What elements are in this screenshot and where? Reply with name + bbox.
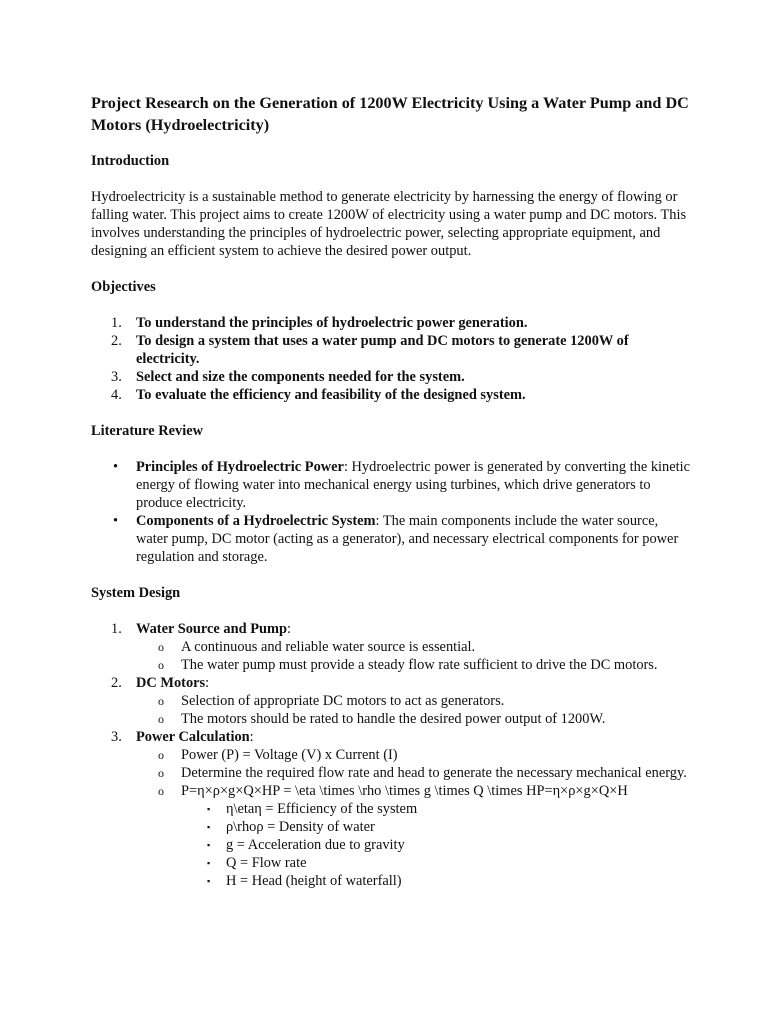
design-sublist — [136, 746, 691, 890]
list-number: 1. — [111, 315, 122, 331]
design-item — [91, 674, 691, 728]
objective-item — [91, 386, 691, 404]
formula-term-text: η\etaη = Efficiency of the system — [226, 801, 418, 817]
design-term: Water Source and Pump — [136, 621, 287, 637]
circle-marker: o — [158, 748, 164, 762]
design-subitem-text: The water pump must provide a steady flow rate sufficient to drive the DC motors. — [181, 657, 658, 673]
circle-marker: o — [158, 784, 164, 798]
design-suffix: : — [205, 675, 210, 691]
formula-term — [181, 818, 691, 836]
system-design-list — [91, 620, 691, 890]
design-subitem — [136, 656, 691, 674]
objective-item — [91, 368, 691, 386]
circle-marker: o — [158, 766, 164, 780]
literature-term: Components of a Hydroelectric System — [136, 513, 376, 529]
circle-marker: o — [158, 658, 164, 672]
design-subitem — [136, 692, 691, 710]
formula-term — [181, 800, 691, 818]
square-marker: ▪ — [207, 876, 211, 886]
list-number: 2. — [111, 333, 122, 349]
objectives-heading: Objectives — [91, 279, 156, 295]
literature-text: : Hydroelectric power is generated by converting the kinetic energy of flowing water into mechanical energy using turbines, which drive generators to produce electricity. — [136, 459, 690, 511]
design-subitem — [136, 710, 691, 728]
square-marker: ▪ — [207, 840, 211, 850]
document-title: Project Research on the Generation of 1200W Electricity Using a Water Pump and DC Motors (Hydroelectricity) — [91, 94, 689, 134]
design-subitem-text: A continuous and reliable water source is essential. — [181, 639, 476, 655]
literature-item — [91, 512, 691, 566]
formula-term-text: Q = Flow rate — [226, 855, 307, 871]
objective-item — [91, 314, 691, 332]
design-subitem-text: Determine the required flow rate and head to generate the necessary mechanical energy. — [181, 765, 687, 781]
formula-term — [181, 854, 691, 872]
formula-text: P=η×ρ×g×Q×HP = \eta \times \rho \times g \times Q \times HP=η×ρ×g×Q×H — [181, 783, 628, 799]
bullet-marker: • — [113, 459, 119, 475]
formula-term-text: H = Head (height of waterfall) — [226, 873, 402, 889]
objective-item — [91, 332, 691, 368]
objectives-list — [91, 314, 691, 404]
literature-term: Principles of Hydroelectric Power — [136, 459, 344, 475]
literature-review-heading: Literature Review — [91, 423, 204, 439]
formula-terms-list — [181, 800, 691, 890]
literature-text: : The main components include the water source, water pump, DC motor (acting as a generator), and necessary electrical components for power regulation and storage. — [136, 513, 679, 565]
design-sublist — [136, 638, 691, 674]
circle-marker: o — [158, 712, 164, 726]
literature-item — [91, 458, 691, 512]
design-suffix: : — [249, 729, 254, 745]
design-subitem — [136, 746, 691, 764]
list-number: 3. — [111, 729, 122, 745]
circle-marker: o — [158, 694, 164, 708]
square-marker: ▪ — [207, 804, 211, 814]
design-item — [91, 620, 691, 674]
list-number: 4. — [111, 387, 122, 403]
design-subitem — [136, 764, 691, 782]
design-term: DC Motors — [136, 675, 206, 691]
objective-text: Select and size the components needed for the system. — [136, 369, 465, 385]
circle-marker: o — [158, 640, 164, 654]
list-number: 1. — [111, 621, 122, 637]
formula-term-text: ρ\rhoρ = Density of water — [226, 819, 375, 835]
design-subitem-text: Selection of appropriate DC motors to act as generators. — [181, 693, 505, 709]
introduction-text: Hydroelectricity is a sustainable method to generate electricity by harnessing the energy of flowing or falling water. This project aims to create 1200W of electricity using a water pump and DC motors. This involves understanding the principles of hydroelectric power, selecting appropriate equipment, and designing an efficient system to achieve the desired power output. — [91, 189, 687, 259]
formula-term — [181, 872, 691, 890]
square-marker: ▪ — [207, 822, 211, 832]
objective-text: To design a system that uses a water pump and DC motors to generate 1200W of electricity. — [136, 333, 629, 367]
design-term: Power Calculation — [136, 729, 250, 745]
design-subitem — [136, 782, 691, 890]
formula-term — [181, 836, 691, 854]
objective-text: To evaluate the efficiency and feasibility of the designed system. — [136, 387, 526, 403]
design-suffix: : — [286, 621, 291, 637]
design-subitem-text: The motors should be rated to handle the desired power output of 1200W. — [181, 711, 606, 727]
document-content — [91, 92, 691, 908]
list-number: 2. — [111, 675, 122, 691]
design-item — [91, 728, 691, 890]
bullet-marker: • — [113, 513, 119, 529]
square-marker: ▪ — [207, 858, 211, 868]
system-design-heading: System Design — [91, 585, 181, 601]
objective-text: To understand the principles of hydroelectric power generation. — [136, 315, 528, 331]
list-number: 3. — [111, 369, 122, 385]
design-sublist — [136, 692, 691, 728]
introduction-heading: Introduction — [91, 153, 170, 169]
formula-term-text: g = Acceleration due to gravity — [226, 837, 405, 853]
design-subitem — [136, 638, 691, 656]
design-subitem-text: Power (P) = Voltage (V) x Current (I) — [181, 747, 398, 763]
literature-review-list — [91, 458, 691, 566]
